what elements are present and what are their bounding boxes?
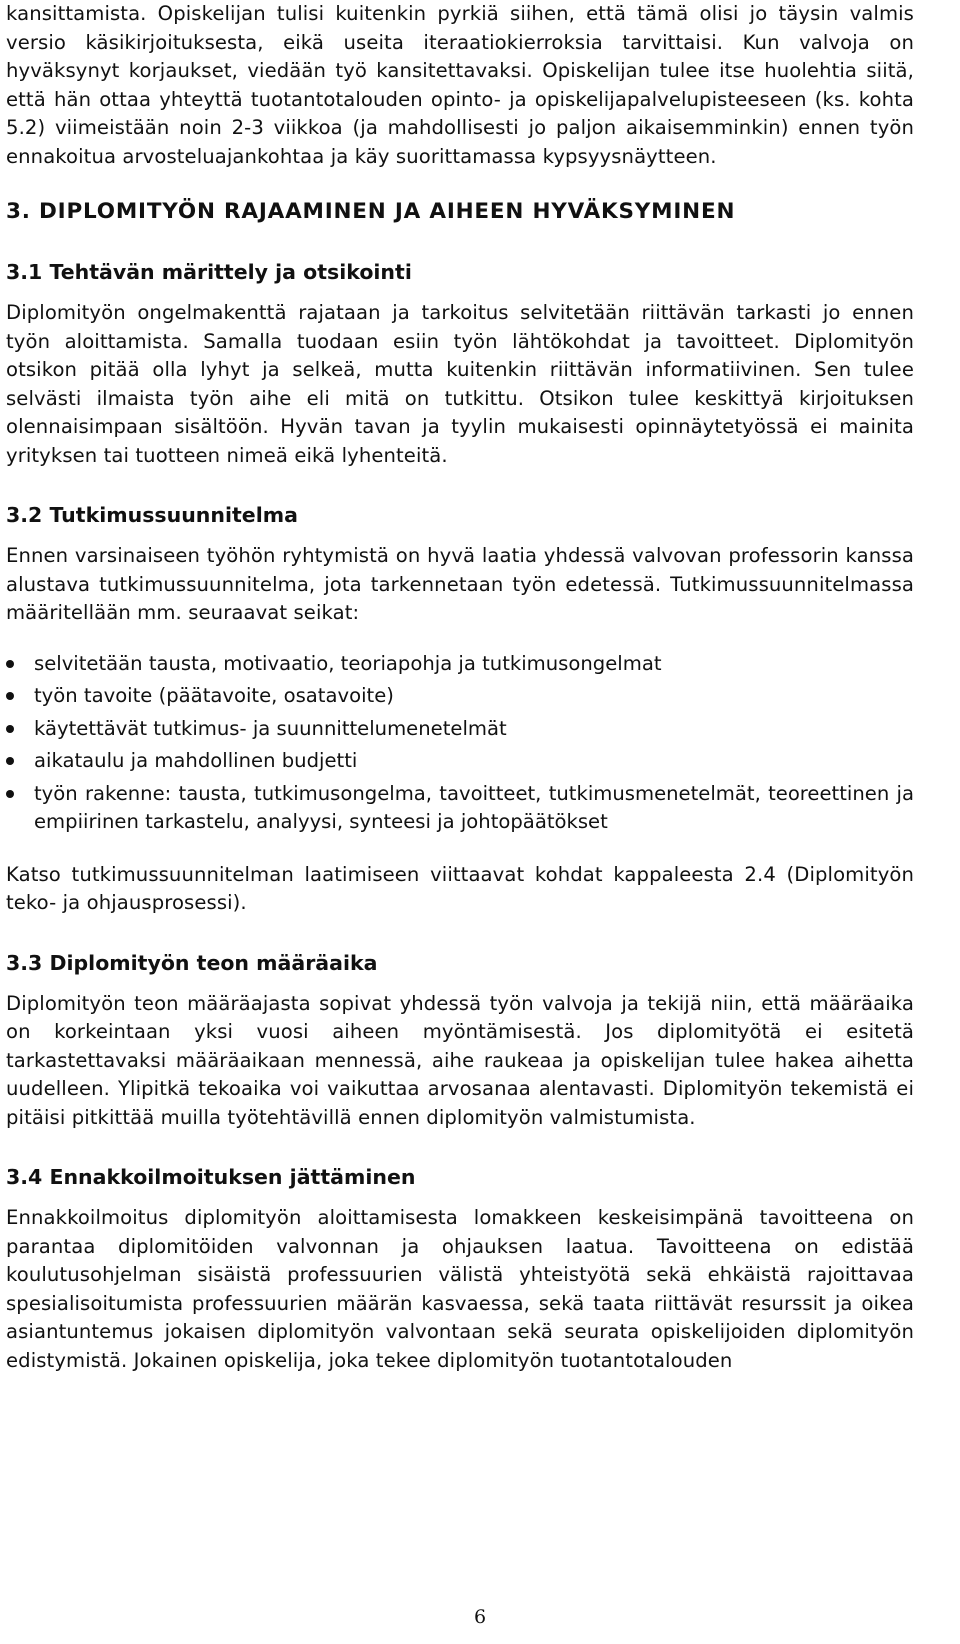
list-item xyxy=(6,682,914,711)
section-paragraph-3-1: Diplomityön ongelmakenttä rajataan ja tarkoitus selvitetään riittävän tarkasti jo ennen työn aloittamista. Samalla tuodaan esiin työn lähtökohdat ja tavoitteet. Diplomityön otsikon pitää olla lyhyt ja selkeä, mutta kuitenkin riittävän informatiivinen. Sen tulee selvästi ilmaista työn aihe eli mitä on tutkittu. Otsikon tulee keskittyä kirjoituksen olennaisimpaan sisältöön. Hyvän tavan ja tyylin mukaisesti opinnäytetyössä ei mainita yrityksen tai tuotteen nimeä eikä lyhenteitä. xyxy=(6,301,914,467)
intro-paragraph: kansittamista. Opiskelijan tulisi kuitenkin pyrkiä siihen, että tämä olisi jo täysin valmis versio käsikirjoituksesta, eikä useita iteraatiokierroksia tarvittaisi. Kun valvoja on hyväksynyt korjaukset, viedään työ kansitettavaksi. Opiskelijan tulee itse huolehtia siitä, että hän ottaa yhteyttä tuotantotalouden opinto- ja opiskelijapalvelupisteeseen (ks. kohta 5.2) viimeistään noin 2-3 viikkoa (ja mahdollisesti jo paljon aikaisemminkin) ennen työn ennakoitua arvosteluajankohtaa ja käy suorittamassa kypsyysnäytteen. xyxy=(6,2,914,168)
section-paragraph-3-2: Ennen varsinaiseen työhön ryhtymistä on hyvä laatia yhdessä valvovan professorin kanssa alustava tutkimussuunnitelma, jota tarkennetaan työn edetessä. Tutkimussuunnitelmassa määritellään mm. seuraavat seikat: xyxy=(6,544,914,624)
section-heading-3-2: 3.2 Tutkimussuunnitelma xyxy=(6,503,298,527)
bullet-icon xyxy=(6,692,14,700)
section-paragraph-3-4: Ennakkoilmoitus diplomityön aloittamisesta lomakkeen keskeisimpänä tavoitteena on parantaa diplomitöiden valvonnan ja ohjauksen laatua. Tavoitteena on edistää koulutusohjelman sisäistä professuurien välistä yhteistyötä sekä ehkäistä rajoittavaa spesialisoitumista professuurien määrän kasvaessa, sekä taata riittävät resurssit ja oikea asiantuntemus jokaisen diplomityön valvontaan sekä seurata opiskelijoiden diplomityön edistymistä. Jokainen opiskelija, joka tekee diplomityön tuotantotalouden xyxy=(6,1206,914,1372)
chapter-heading: 3. DIPLOMITYÖN RAJAAMINEN JA AIHEEN HYVÄKSYMINEN xyxy=(6,199,736,224)
document-page xyxy=(6,0,914,1375)
section-heading-3-3: 3.3 Diplomityön teon määräaika xyxy=(6,950,378,975)
reference-paragraph: Katso tutkimussuunnitelman laatimiseen viittaavat kohdat kappaleesta 2.4 (Diplomityön teko- ja ohjausprosessi). xyxy=(6,862,914,914)
page-number: 6 xyxy=(473,1606,487,1628)
section-heading-3-1: 3.1 Tehtävän märittely ja otsikointi xyxy=(6,260,412,284)
list-item-text: työn rakenne: tausta, tutkimusongelma, tavoitteet, tutkimusmenetelmät, teoreettinen ja empiirinen tarkastelu, analyysi, synteesi ja johtopäätökset xyxy=(34,781,914,833)
section-paragraph-3-3: Diplomityön teon määräajasta sopivat yhdessä työn valvoja ja tekijä niin, että määräaika on korkeintaan yksi vuosi aiheen myöntämisestä. Jos diplomityötä ei esitetä tarkastettavaksi määräaikaan mennessä, aihe raukeaa ja opiskelijan tulee hakea aihetta uudelleen. Ylipitkä tekoaika voi vaikuttaa arvosanaa alentavasti. Diplomityön tekemistä ei pitäisi pitkittää muilla työtehtävillä ennen diplomityön valmistumista. xyxy=(6,991,914,1129)
section-heading-3-4: 3.4 Ennakkoilmoituksen jättäminen xyxy=(6,1165,416,1189)
list-item-text: selvitetään tausta, motivaatio, teoriapohja ja tutkimusongelmat xyxy=(34,651,662,675)
list-item xyxy=(6,780,914,837)
research-plan-list xyxy=(6,650,914,837)
bullet-icon xyxy=(6,757,14,765)
list-item xyxy=(6,650,914,679)
list-item-text: aikataulu ja mahdollinen budjetti xyxy=(34,749,358,772)
bullet-icon xyxy=(6,725,14,733)
list-item xyxy=(6,747,914,776)
list-item-text: työn tavoite (päätavoite, osatavoite) xyxy=(34,684,394,707)
bullet-icon xyxy=(6,660,14,668)
bullet-icon xyxy=(6,790,14,798)
list-item xyxy=(6,715,914,744)
list-item-text: käytettävät tutkimus- ja suunnittelumenetelmät xyxy=(34,716,507,740)
